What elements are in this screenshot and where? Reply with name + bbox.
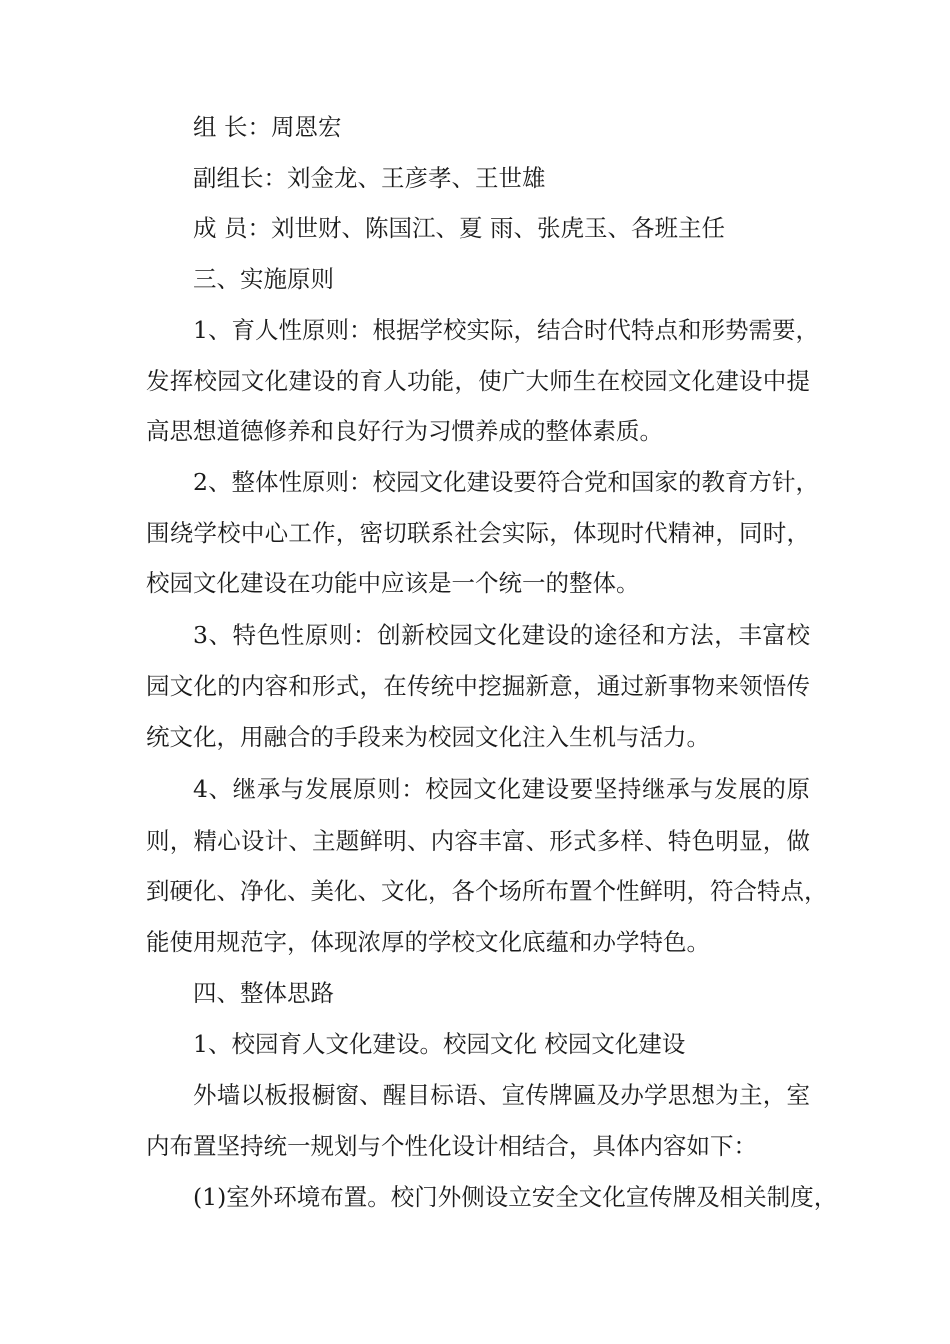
text-line: 组 长：周恩宏 xyxy=(193,113,342,141)
section-heading: 四、整体思路 xyxy=(193,979,334,1007)
text-line: 2、整体性原则：校园文化建设要符合党和国家的教育方针， xyxy=(193,468,819,496)
text-line: 副组长：刘金龙、王彦孝、王世雄 xyxy=(193,164,546,192)
text-line: 1、育人性原则：根据学校实际，结合时代特点和形势需要， xyxy=(193,316,819,344)
text-line: 统文化，用融合的手段来为校园文化注入生机与活力。 xyxy=(146,723,710,751)
text-line: 校园文化建设在功能中应该是一个统一的整体。 xyxy=(146,569,640,597)
text-line: 到硬化、净化、美化、文化，各个场所布置个性鲜明，符合特点， xyxy=(146,877,828,905)
text-line: 园文化的内容和形式，在传统中挖掘新意，通过新事物来领悟传 xyxy=(146,672,810,700)
text-line: 发挥校园文化建设的育人功能，使广大师生在校园文化建设中提 xyxy=(146,367,810,395)
text-line: 成 员：刘世财、陈国江、夏 雨、张虎玉、各班主任 xyxy=(193,214,725,242)
text-line: 1、校园育人文化建设。校园文化 校园文化建设 xyxy=(193,1030,686,1058)
text-line: 3、特色性原则：创新校园文化建设的途径和方法，丰富校 xyxy=(193,621,810,649)
text-line: 则，精心设计、主题鲜明、内容丰富、形式多样、特色明显，做 xyxy=(146,827,810,855)
section-heading: 三、实施原则 xyxy=(193,265,334,293)
text-line: 4、继承与发展原则：校园文化建设要坚持继承与发展的原 xyxy=(193,775,810,803)
text-line: (1)室外环境布置。校门外侧设立安全文化宣传牌及相关制度， xyxy=(193,1183,838,1211)
text-line: 外墙以板报橱窗、醒目标语、宣传牌匾及办学思想为主，室 xyxy=(193,1081,810,1109)
text-line: 围绕学校中心工作，密切联系社会实际，体现时代精神，同时， xyxy=(146,519,810,547)
text-line: 能使用规范字，体现浓厚的学校文化底蕴和办学特色。 xyxy=(146,928,710,956)
text-line: 高思想道德修养和良好行为习惯养成的整体素质。 xyxy=(146,417,663,445)
text-line: 内布置坚持统一规划与个性化设计相结合，具体内容如下： xyxy=(146,1132,757,1160)
